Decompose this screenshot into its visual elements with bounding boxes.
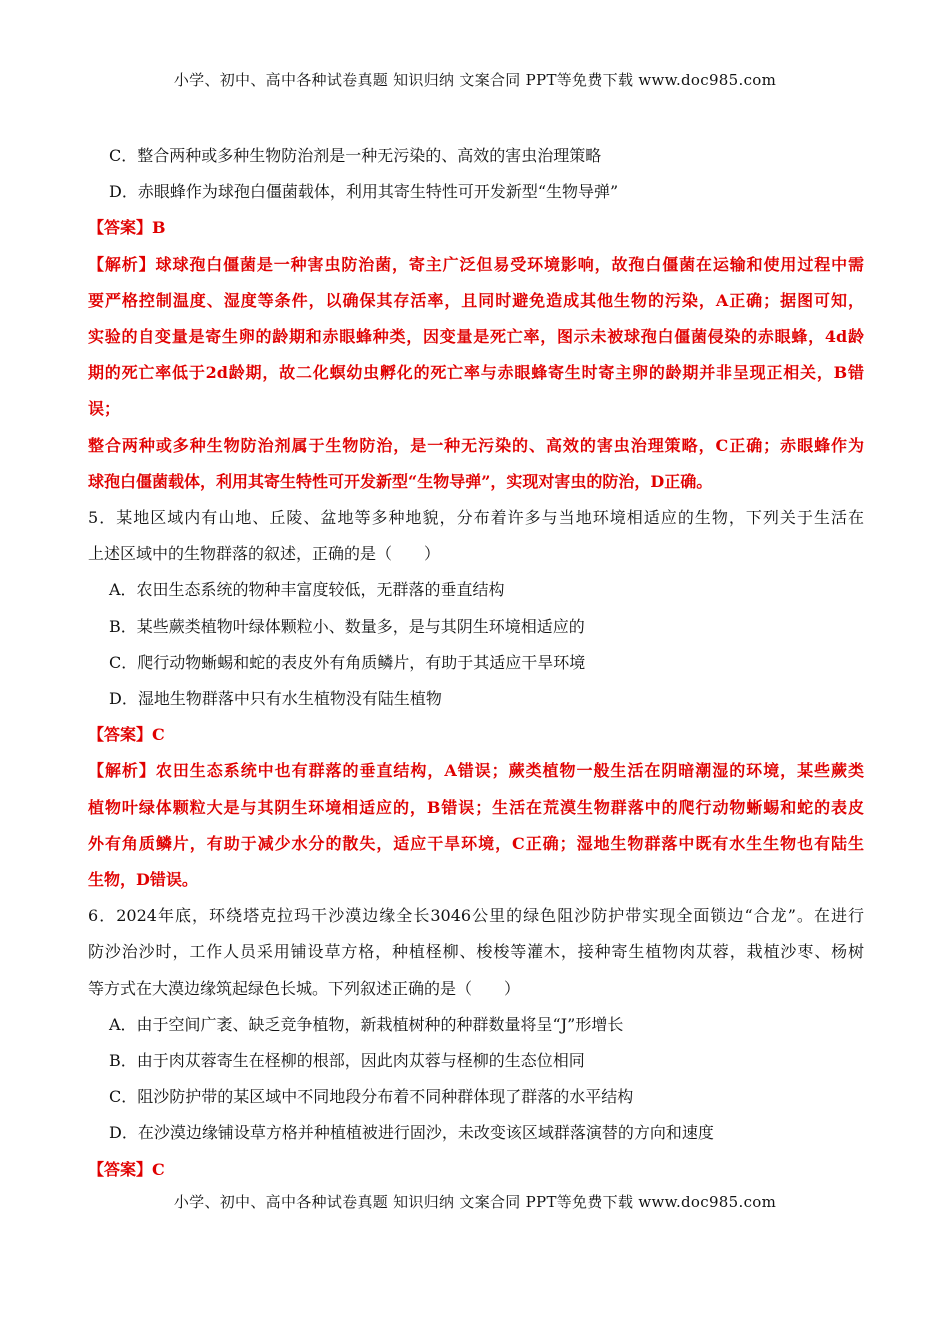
page-footer: 小学、初中、高中各种试卷真题 知识归纳 文案合同 PPT等免费下载 www.doc985.com: [173, 1193, 777, 1211]
q4-analysis-line-3: 实验的自变量是寄生卵的龄期和赤眼蜂种类，因变量是死亡率，图示未被球孢白僵菌侵染的赤眼蜂，4d龄: [88, 327, 864, 347]
q6-stem-line-3: 等方式在大漠边缘筑起绿色长城。下列叙述正确的是（ ）: [88, 978, 521, 998]
q5-analysis-tag: 【解析】: [88, 761, 156, 781]
q5-answer: 【答案】C: [88, 725, 165, 745]
q5-option-b: B．某些蕨类植物叶绿体颗粒小、数量多，是与其阴生环境相适应的: [109, 616, 585, 636]
q5-option-a: A．农田生态系统的物种丰富度较低，无群落的垂直结构: [109, 580, 505, 600]
q5-stem-line-2: 上述区域中的生物群落的叙述，正确的是（ ）: [88, 544, 441, 564]
q6-stem-line-2: 防沙治沙时，工作人员采用铺设草方格，种植柽柳、梭梭等灌木，接种寄生植物肉苁蓉，栽植沙枣、杨树: [88, 942, 864, 962]
q6-answer: 【答案】C: [88, 1159, 165, 1179]
q5-analysis-line-3: 外有角质鳞片，有助于减少水分的散失，适应干旱环境，C正确；湿地生物群落中既有水生生物也有陆生: [88, 833, 864, 853]
q5-option-d: D．湿地生物群落中只有水生植物没有陆生植物: [109, 689, 442, 709]
q4-analysis-line-4: 期的死亡率低于2d龄期，故二化螟幼虫孵化的死亡率与赤眼蜂寄生时寄主卵的龄期并非呈现正相关，B错: [88, 363, 864, 383]
q4-analysis-line-5: 误；: [88, 399, 121, 419]
q4-answer: 【答案】B: [88, 218, 166, 238]
q5-stem-line-1: 5．某地区域内有山地、丘陵、盆地等多种地貌，分布着许多与当地环境相适应的生物，下列关于生活在: [88, 508, 864, 528]
q6-stem-line-1: 6．2024年底，环绕塔克拉玛干沙漠边缘全长3046公里的绿色阻沙防护带实现全面锁边“合龙”。在进行: [88, 906, 864, 926]
q5-analysis-line-2: 植物叶绿体颗粒大是与其阴生环境相适应的，B错误；生活在荒漠生物群落中的爬行动物蜥蜴和蛇的表皮: [88, 797, 864, 817]
q4-analysis-line-1: 【解析】球球孢白僵菌是一种害虫防治菌，寄主广泛但易受环境影响，故孢白僵菌在运输和使用过程中需: [88, 254, 864, 274]
q4-analysis-line-2: 要严格控制温度、湿度等条件，以确保其存活率，且同时避免造成其他生物的污染，A正确；据图可知，: [88, 290, 864, 310]
page-content: [88, 138, 864, 1188]
q4-analysis-tag: 【解析】: [88, 254, 156, 274]
page-header: 小学、初中、高中各种试卷真题 知识归纳 文案合同 PPT等免费下载 www.doc985.com: [173, 71, 777, 89]
q4-analysis-line-6: 整合两种或多种生物防治剂属于生物防治，是一种无污染的、高效的害虫治理策略，C正确；赤眼蜂作为: [88, 435, 864, 455]
q6-option-b: B．由于肉苁蓉寄生在柽柳的根部，因此肉苁蓉与柽柳的生态位相同: [109, 1051, 585, 1071]
q6-option-c: C．阻沙防护带的某区域中不同地段分布着不同种群体现了群落的水平结构: [109, 1087, 634, 1107]
q5-option-c: C．爬行动物蜥蜴和蛇的表皮外有角质鳞片，有助于其适应干旱环境: [109, 652, 586, 672]
q6-option-d: D．在沙漠边缘铺设草方格并种植植被进行固沙，未改变该区域群落演替的方向和速度: [109, 1123, 714, 1143]
q5-analysis-line-4: 生物，D错误。: [88, 870, 198, 890]
q6-option-a: A．由于空间广袤、缺乏竞争植物，新栽植树种的种群数量将呈“J”形增长: [109, 1014, 624, 1034]
q5-analysis-line-1: 【解析】农田生态系统中也有群落的垂直结构，A错误；蕨类植物一般生活在阴暗潮湿的环境，某些蕨类: [88, 761, 864, 781]
q4-option-c: C．整合两种或多种生物防治剂是一种无污染的、高效的害虫治理策略: [109, 146, 602, 165]
q4-analysis-line-7: 球孢白僵菌载体，利用其寄生特性可开发新型“生物导弹”，实现对害虫的防治，D正确。: [88, 471, 713, 491]
q4-option-d: D．赤眼蜂作为球孢白僵菌载体，利用其寄生特性可开发新型“生物导弹”: [109, 182, 619, 202]
